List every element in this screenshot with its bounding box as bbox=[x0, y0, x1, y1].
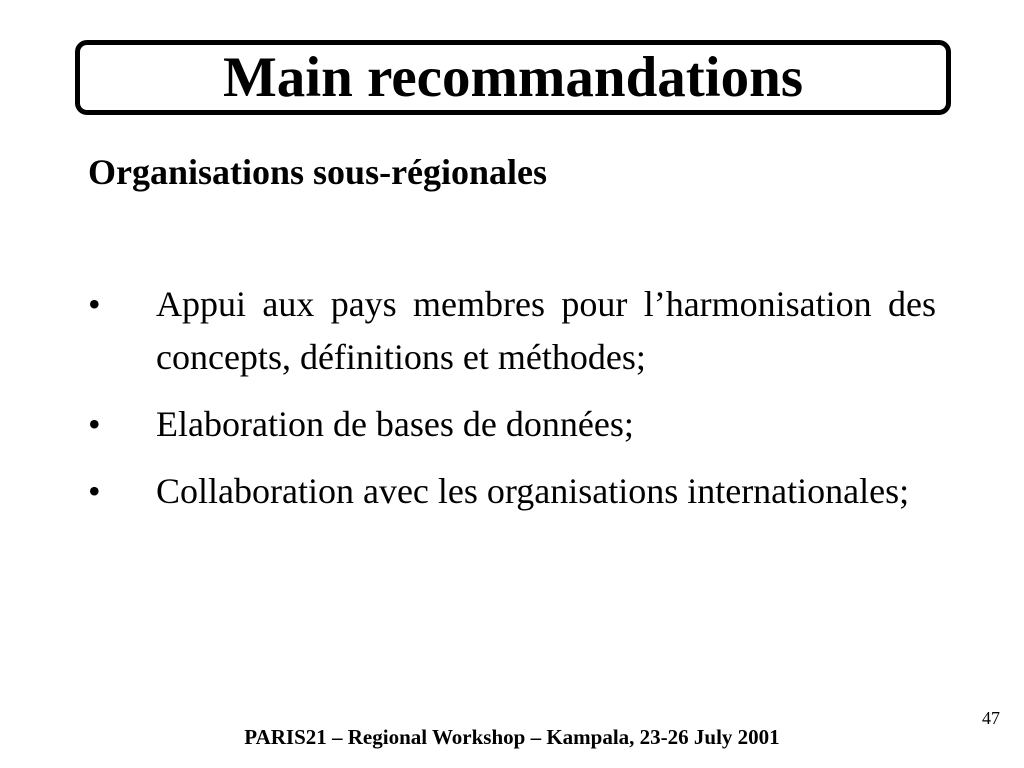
title-frame bbox=[75, 40, 951, 115]
bullet-text: Collaboration avec les organisations internationales; bbox=[156, 471, 910, 511]
bullet-item bbox=[88, 465, 936, 518]
slide-title: Main recommandations bbox=[222, 46, 804, 109]
bullet-item bbox=[88, 278, 936, 384]
bullet-dot-icon: • bbox=[88, 404, 101, 444]
bullet-dot-icon: • bbox=[88, 471, 101, 511]
slide-footer: PARIS21 – Regional Workshop – Kampala, 23-26 July 2001 bbox=[244, 725, 780, 749]
bullet-list bbox=[88, 278, 936, 532]
slide-subtitle: Organisations sous-régionales bbox=[88, 152, 548, 192]
slide-number: 47 bbox=[982, 708, 1000, 728]
bullet-item bbox=[88, 398, 936, 451]
bullet-dot-icon: • bbox=[88, 284, 101, 324]
bullet-text: Elaboration de bases de données; bbox=[156, 404, 634, 444]
bullet-text: Appui aux pays membres pour l’harmonisation des concepts, définitions et méthodes; bbox=[156, 284, 936, 377]
